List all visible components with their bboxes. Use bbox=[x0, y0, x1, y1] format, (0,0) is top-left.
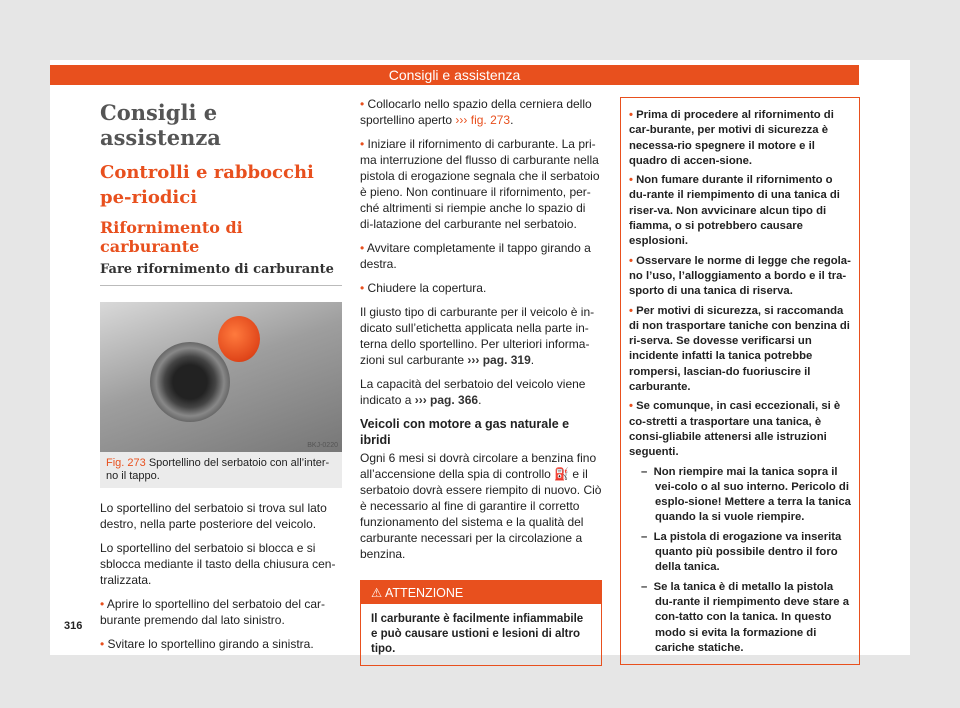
paragraph: Lo sportellino del serbatoio si blocca e si sblocca mediante il tasto della chiusura cen-tralizzata. bbox=[100, 541, 336, 587]
section-title: Consigli e assistenza bbox=[100, 100, 221, 150]
bullet-item: • Svitare lo sportellino girando a sinistra. bbox=[100, 637, 314, 651]
fuel-cap bbox=[218, 316, 260, 362]
column-left bbox=[100, 92, 342, 652]
warning-text: Il carburante è facilmente infiammabile e può causare ustioni e lesioni di altro tipo. bbox=[371, 613, 584, 655]
list-item: • Non fumare durante il rifornimento o du-rante il riempimento di una tanica di riser-va. Non avvicinare alcun tipo di fiamma, o si potrebbero causare esplosioni. bbox=[629, 174, 840, 248]
figure-caption bbox=[100, 452, 342, 488]
warning-header: ⚠ ATTENZIONE bbox=[361, 581, 601, 604]
figure-text: Sportellino del serbatoio con all’inter-no il tappo. bbox=[106, 457, 330, 482]
column-middle bbox=[360, 96, 602, 666]
fuel-cap-photo bbox=[100, 302, 342, 452]
dash-item: – La pistola di erogazione va inserita quanto più possibile dentro il foro della tanica. bbox=[641, 530, 842, 574]
paragraph-heading: Veicoli con motore a gas naturale e ibridi bbox=[360, 417, 570, 447]
column-right bbox=[620, 97, 860, 665]
page-header: Consigli e assistenza bbox=[50, 65, 859, 85]
list-item: • Se comunque, in casi eccezionali, si è co-stretti a trasportare una tanica, è consi-gliabile attenersi alle istruzioni seguenti. bbox=[629, 400, 841, 459]
warning-list-box bbox=[620, 97, 860, 665]
paragraph: Ogni 6 mesi si dovrà circolare a benzina fino all’accensione della spia di controllo ⛽ e il serbatoio dovrà essere riempito di nuovo. Ciò è necessario al fine di garantire il corretto funzionamento del sistema e la qualità del carburante necessari per la circolazione a benzina. bbox=[360, 451, 602, 561]
subsection-title: Rifornimento di carburante bbox=[100, 218, 243, 256]
bullet-item: • Avvitare completamente il tappo girando a destra. bbox=[360, 241, 591, 271]
dash-item: – Se la tanica è di metallo la pistola du-rante il riempimento deve stare a con-tatto con la tanica. In questo modo si evita la formazione di cariche statiche. bbox=[641, 580, 849, 654]
bullet-item: • Collocarlo nello spazio della cerniera dello sportellino aperto ››› fig. 273. bbox=[360, 97, 592, 127]
list-item: • Osservare le norme di legge che regola-no l’uso, l’alloggiamento a bordo e il tra-sporto di una tanica di riserva. bbox=[629, 254, 851, 298]
paragraph: Il giusto tipo di carburante per il veicolo è in-dicato sull’etichetta applicata nella parte in-terna dello sportellino. Per ulteriori informa-zioni sul carburante ››› pag. 319. bbox=[360, 305, 595, 367]
warning-box bbox=[360, 580, 602, 666]
page-link[interactable]: ››› pag. 319 bbox=[467, 353, 531, 367]
figure-label: Fig. 273 bbox=[106, 457, 146, 469]
list-item: • Prima di procedere al rifornimento di car-burante, per motivi di sicurezza è necessa-rio spegnere il motore e il quadro di accen-sione. bbox=[629, 109, 834, 167]
paragraph: La capacità del serbatoio del veicolo viene indicato a ››› pag. 366. bbox=[360, 377, 586, 407]
warning-icon: ⚠ bbox=[371, 586, 383, 600]
chapter-title: Controlli e rabbocchi pe-riodici bbox=[100, 162, 314, 208]
photo-code: BKJ-0220 bbox=[307, 442, 338, 449]
dash-item: – Non riempire mai la tanica sopra il vei-colo o al suo interno. Pericolo di esplo-sione! Mettere a terra la tanica quando la si vuole riempire. bbox=[641, 465, 851, 524]
paragraph: Lo sportellino del serbatoio si trova sul lato destro, nella parte posteriore del veicolo. bbox=[100, 501, 327, 531]
bullet-item: • Aprire lo sportellino del serbatoio del car-burante premendo dal lato sinistro. bbox=[100, 597, 325, 627]
figure-link[interactable]: ››› fig. 273 bbox=[455, 113, 511, 127]
page-link[interactable]: ››› pag. 366 bbox=[414, 393, 479, 407]
filler-neck bbox=[150, 342, 230, 422]
bullet-item: • Chiudere la copertura. bbox=[360, 281, 487, 295]
page-number: 316 bbox=[64, 620, 83, 632]
bullet-item: • Iniziare il rifornimento di carburante. La pri-ma interruzione del flusso di carburante nella pistola di erogazione segnala che il serbatoio è pieno. Non continuare il rifornimento, per-ché altrimenti si riempie anche lo spazio di di-latazione del carburante nel serbatoio. bbox=[360, 137, 600, 231]
list-item: • Per motivi di sicurezza, si raccomanda di non trasportare taniche con benzina di ri-serva. Se dovesse verificarsi un incidente infatti la tanica potrebbe rompersi, lascian-do fuoriuscire il carburante. bbox=[629, 304, 850, 394]
topic-title: Fare rifornimento di carburante bbox=[100, 262, 342, 286]
